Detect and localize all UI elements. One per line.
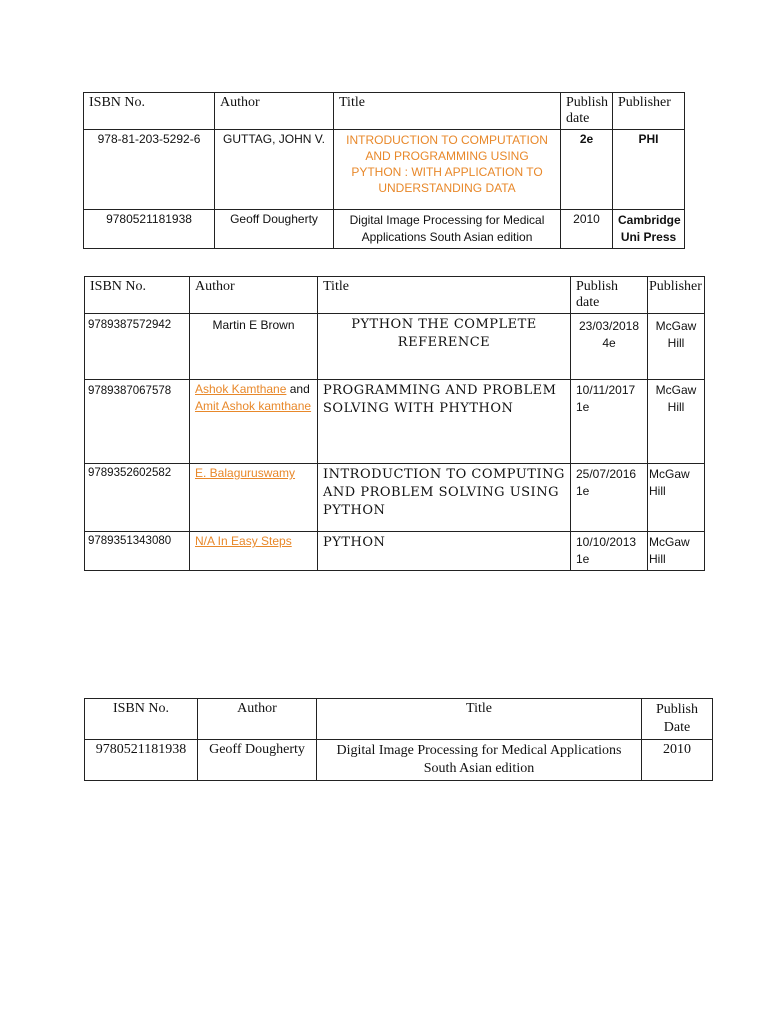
publisher-cell: McGaw Hill <box>648 314 705 380</box>
table-row <box>84 130 685 210</box>
isbn-cell: 9780521181938 <box>85 740 198 781</box>
header-author: Author <box>198 699 317 740</box>
title-cell: Digital Image Processing for Medical Applications South Asian edition <box>317 740 642 781</box>
table-header-row <box>85 277 705 314</box>
publisher-cell: Cambridge Uni Press <box>613 210 685 249</box>
publisher-cell: PHI <box>613 130 685 210</box>
publish-date-cell: 2e <box>561 130 613 210</box>
isbn-cell: 9780521181938 <box>84 210 215 249</box>
header-publish-date: Publish date <box>571 277 648 314</box>
table-row <box>85 464 705 532</box>
publish-date-cell <box>571 464 648 532</box>
header-author: Author <box>215 93 334 130</box>
header-publish-date: Publish date <box>561 93 613 130</box>
edition: 1e <box>576 400 590 414</box>
header-title: Title <box>318 277 571 314</box>
isbn-cell: 9789387572942 <box>85 314 190 380</box>
table-row <box>85 314 705 380</box>
table-header-row <box>84 93 685 130</box>
table-row <box>85 380 705 464</box>
author-cell: GUTTAG, JOHN V. <box>215 130 334 210</box>
author-cell <box>190 532 318 571</box>
publish-date-cell: 2010 <box>561 210 613 249</box>
author-cell: Martin E Brown <box>190 314 318 380</box>
isbn-cell: 9789387067578 <box>85 380 190 464</box>
header-title: Title <box>334 93 561 130</box>
isbn-cell: 978-81-203-5292-6 <box>84 130 215 210</box>
title-cell: PROGRAMMING AND PROBLEM SOLVING WITH PHYTHON <box>318 380 571 464</box>
author-link[interactable]: Ashok Kamthane <box>195 382 287 396</box>
publish-date-cell: 2010 <box>642 740 713 781</box>
edition: 4e <box>602 336 616 350</box>
title-cell: INTRODUCTION TO COMPUTING AND PROBLEM SOLVING USING PYTHON <box>318 464 571 532</box>
title-cell: Digital Image Processing for Medical Applications South Asian edition <box>334 210 561 249</box>
edition: 1e <box>576 484 590 498</box>
publish-date: 25/07/2016 <box>576 467 637 481</box>
header-publish-date: Publish Date <box>642 699 713 740</box>
header-author: Author <box>190 277 318 314</box>
author-cell: Geoff Dougherty <box>215 210 334 249</box>
title-cell: PYTHON THE COMPLETE REFERENCE <box>318 314 571 380</box>
header-publisher: Publisher <box>648 277 705 314</box>
author-link[interactable]: N/A In Easy Steps <box>195 534 292 548</box>
publish-date: 10/11/2017 <box>576 383 636 397</box>
publish-date-cell <box>571 532 648 571</box>
publisher-cell: McGaw Hill <box>648 532 705 571</box>
publish-date: 23/03/2018 <box>578 319 640 333</box>
table-row <box>84 210 685 249</box>
publish-date-cell <box>571 314 648 380</box>
table-header-row <box>85 699 713 740</box>
book-table-2 <box>84 276 705 571</box>
header-isbn: ISBN No. <box>85 277 190 314</box>
publish-date: 10/10/2013 <box>576 535 637 549</box>
isbn-cell: 9789352602582 <box>85 464 190 532</box>
header-isbn: ISBN No. <box>84 93 215 130</box>
header-title: Title <box>317 699 642 740</box>
author-cell: Geoff Dougherty <box>198 740 317 781</box>
isbn-cell: 9789351343080 <box>85 532 190 571</box>
author-cell <box>190 380 318 464</box>
publish-date-cell <box>571 380 648 464</box>
header-publisher: Publisher <box>613 93 685 130</box>
publisher-cell: McGaw Hill <box>648 464 705 532</box>
book-table-1 <box>83 92 685 249</box>
author-link[interactable]: Amit Ashok kamthane <box>195 399 312 413</box>
title-cell: PYTHON <box>318 532 571 571</box>
header-isbn: ISBN No. <box>85 699 198 740</box>
author-cell <box>190 464 318 532</box>
author-link[interactable]: E. Balaguruswamy <box>195 466 296 480</box>
book-table-3 <box>84 698 713 781</box>
table-row <box>85 532 705 571</box>
title-cell: INTRODUCTION TO COMPUTATION AND PROGRAMMING USING PYTHON : WITH APPLICATION TO UNDERSTANDING DATA <box>334 130 561 210</box>
edition: 1e <box>576 552 590 566</box>
publisher-cell: McGaw Hill <box>648 380 705 464</box>
table-row <box>85 740 713 781</box>
author-conjunction: and <box>289 382 310 396</box>
